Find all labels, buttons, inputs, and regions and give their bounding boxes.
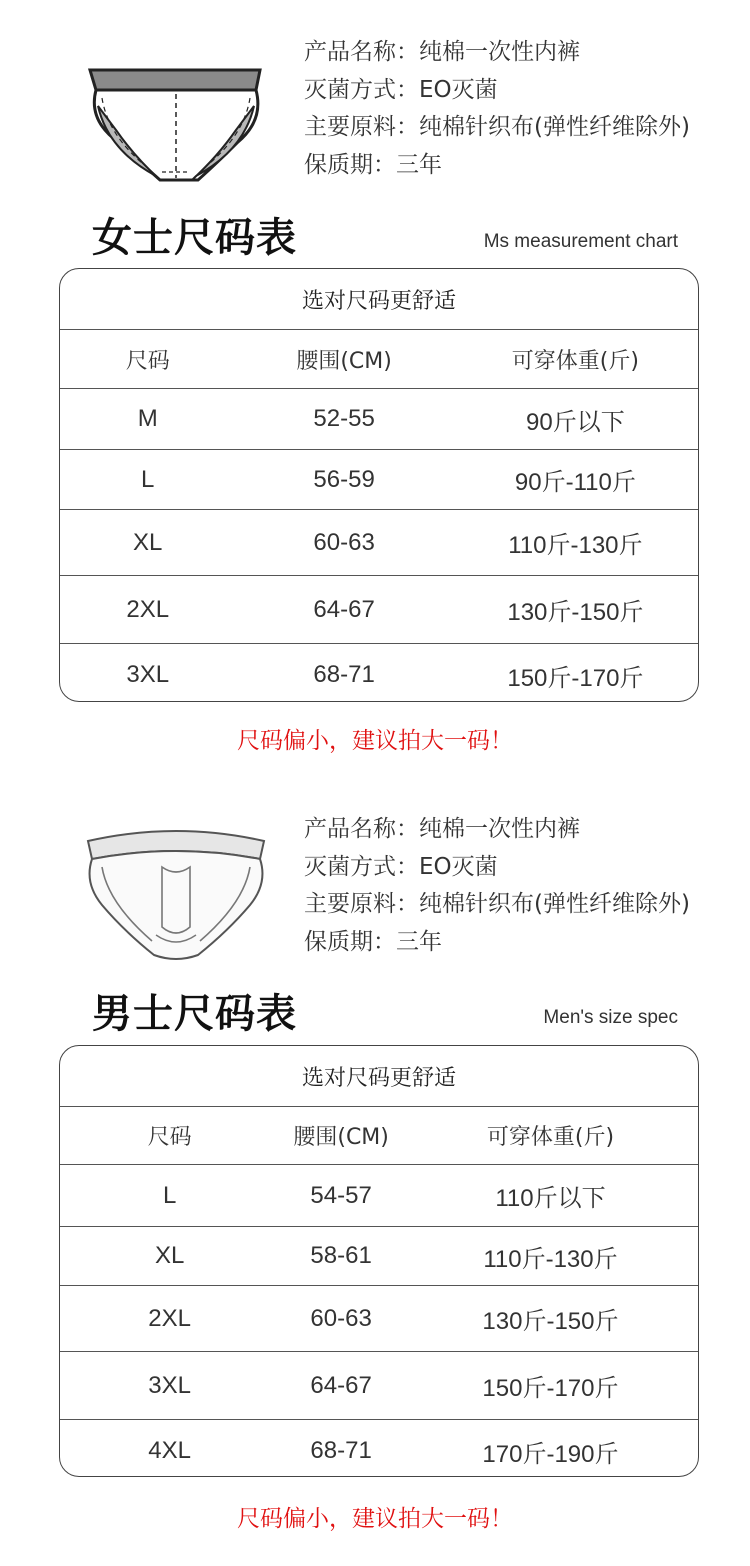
weight-cell: 110斤以下 [495,1185,606,1212]
table-row [60,576,698,644]
weight-cell: 130斤-150斤 [507,599,644,626]
table-title: 选对尺码更舒适 [60,269,698,330]
waist-cell: 60-63 [310,1304,372,1332]
size-advice-note: 尺码偏小，建议拍大一码！ [237,728,513,754]
waist-cell: 58-61 [310,1242,372,1269]
women-section [0,0,750,780]
mens-briefs-icon [78,818,274,968]
mens-size-chart-subtitle: Men's size spec [543,1007,678,1028]
size-advice-note: 尺码偏小，建议拍大一码！ [237,1506,513,1532]
header-size: 尺码 [125,348,170,374]
size-cell: M [137,405,158,432]
men-section [0,780,750,1566]
table-row [60,1165,698,1227]
sterilization-method: 灭菌方式：EO灭菌 [304,853,498,880]
size-cell: 4XL [148,1437,191,1464]
header-weight: 可穿体重(斤) [486,1125,615,1150]
size-cell: 3XL [148,1371,191,1399]
table-header-row [60,330,698,389]
weight-cell: 110斤-130斤 [483,1245,618,1273]
waist-cell: 64-67 [310,1371,372,1399]
product-info [304,811,690,961]
weight-cell: 90斤以下 [526,408,625,436]
product-name: 产品名称：纯棉一次性内裤 [304,39,580,65]
weight-cell: 110斤-130斤 [508,532,643,559]
waist-cell: 64-67 [313,595,375,623]
weight-cell: 130斤-150斤 [482,1308,619,1335]
womens-size-table [59,268,699,702]
waist-cell: 56-59 [313,465,375,493]
waist-cell: 68-71 [310,1437,372,1464]
main-material: 主要原料：纯棉针织布(弹性纤维除外) [304,114,690,140]
table-row [60,644,698,702]
mens-size-chart-title: 男士尺码表 [92,991,297,1037]
table-row [60,1227,698,1286]
product-info [304,34,690,184]
header-weight: 可穿体重(斤) [511,348,639,374]
sterilization-method: 灭菌方式：EO灭菌 [304,76,498,103]
waist-cell: 52-55 [313,405,375,432]
weight-cell: 150斤-170斤 [507,664,644,692]
table-row [60,1286,698,1352]
mens-size-table [59,1045,699,1477]
table-row [60,1352,698,1420]
weight-cell: 150斤-170斤 [482,1375,619,1402]
size-cell: 2XL [126,595,170,623]
table-header-row [60,1107,698,1165]
size-cell: L [141,465,155,493]
header-size: 尺码 [147,1125,192,1150]
table-row [60,510,698,576]
header-waist: 腰围(CM) [296,348,392,374]
table-title: 选对尺码更舒适 [60,1046,698,1107]
main-material: 主要原料：纯棉针织布(弹性纤维除外) [304,891,690,917]
weight-cell: 170斤-190斤 [482,1440,619,1468]
table-row [60,450,698,510]
size-cell: 2XL [148,1304,191,1332]
waist-cell: 60-63 [313,528,375,556]
womens-size-chart-title: 女士尺码表 [92,215,297,261]
table-row [60,1420,698,1477]
header-waist: 腰围(CM) [293,1125,389,1150]
size-cell: XL [154,1242,185,1269]
waist-cell: 54-57 [310,1181,372,1209]
weight-cell: 90斤-110斤 [514,469,636,496]
waist-cell: 68-71 [313,661,375,688]
size-cell: L [162,1181,177,1209]
table-row [60,389,698,450]
size-cell: 3XL [126,661,170,688]
womens-briefs-icon [78,50,274,200]
shelf-life: 保质期：三年 [304,151,442,178]
size-cell: XL [133,528,163,556]
womens-size-chart-subtitle: Ms measurement chart [483,231,678,252]
product-name: 产品名称：纯棉一次性内裤 [304,816,580,842]
shelf-life: 保质期：三年 [304,928,442,955]
